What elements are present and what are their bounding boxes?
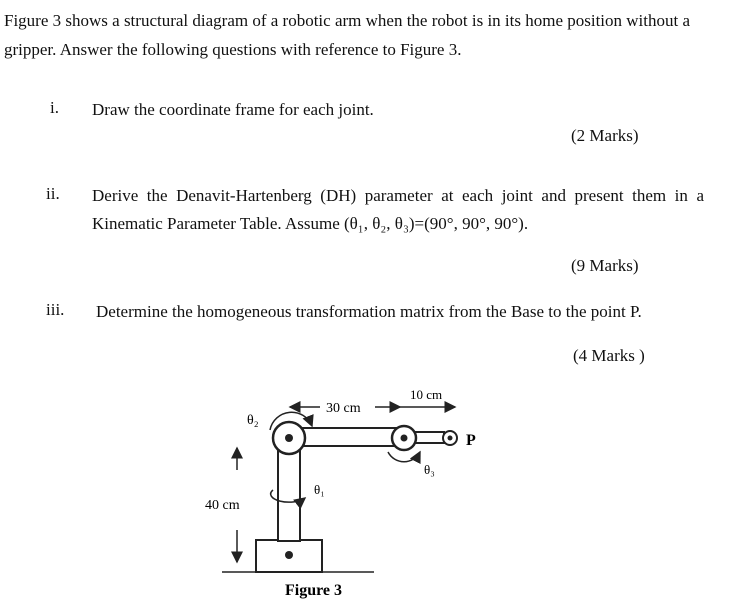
base-joint-dot [285, 551, 293, 559]
theta2-label: θ₂ [247, 413, 259, 428]
dim-10cm-label: 10 cm [410, 387, 443, 402]
dim-40cm-label: 40 cm [205, 498, 240, 513]
theta3-label: θ₃ [424, 462, 435, 477]
question-1-number: i. [50, 98, 59, 117]
vertical-link [278, 445, 300, 541]
question-3-text: Determine the homogeneous transformation matrix from the Base to the point P. [96, 302, 642, 321]
dim-30cm-label: 30 cm [326, 401, 361, 416]
horizontal-link-2 [296, 428, 400, 446]
question-3-number: iii. [46, 300, 65, 319]
theta3-rotation-arrow [388, 452, 420, 462]
question-1-text: Draw the coordinate frame for each joint. [92, 100, 374, 119]
intro-paragraph: Figure 3 shows a structural diagram of a robotic arm when the robot is in its home position without a gripper. Answer the following questions with reference to Figure 3. [4, 11, 691, 59]
joint-2-pin [285, 434, 293, 442]
question-2-text: Derive the Denavit-Hartenberg (DH) parameter at each joint and present them in a Kinematic Parameter Table. Assume (θ₁, θ₂, θ₃)=(90°, 90°, 90°). [92, 186, 704, 233]
question-3-marks: (4 Marks ) [573, 346, 645, 365]
question-2-number: ii. [46, 184, 60, 203]
point-p-label: P [466, 432, 476, 449]
theta1-label: θ₁ [314, 482, 325, 497]
question-2-marks: (9 Marks) [571, 256, 639, 275]
figure-caption: Figure 3 [285, 582, 343, 599]
joint-3-pin [401, 435, 408, 442]
question-1-marks: (2 Marks) [571, 126, 639, 145]
